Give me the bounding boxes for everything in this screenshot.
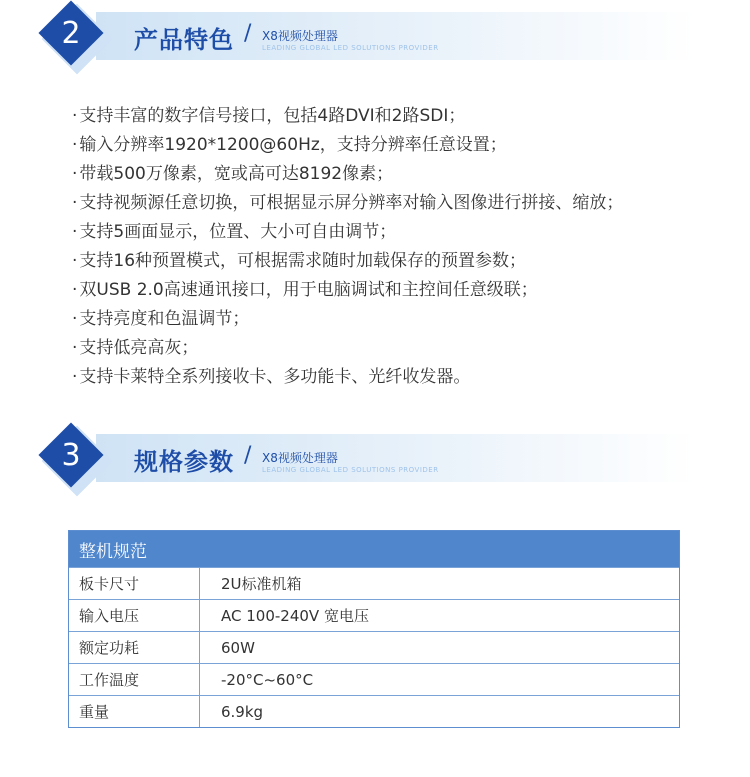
table-row bbox=[69, 567, 679, 599]
section-title: 产品特色 bbox=[134, 26, 234, 54]
section-subtitle-cn: X8视频处理器 bbox=[262, 29, 338, 43]
section-header-features bbox=[0, 0, 750, 80]
section-title: 规格参数 bbox=[134, 448, 234, 476]
section-subtitle-en: LEADING GLOBAL LED SOLUTIONS PROVIDER bbox=[262, 44, 439, 52]
table-row bbox=[69, 663, 679, 695]
feature-item: · 支持低亮高灰； bbox=[72, 334, 623, 363]
spec-value: 2U标准机箱 bbox=[221, 575, 302, 593]
table-row bbox=[69, 631, 679, 663]
feature-item: · 支持16种预置模式，可根据需求随时加载保存的预置参数； bbox=[72, 247, 623, 276]
section-number: 2 bbox=[61, 15, 81, 51]
table-row bbox=[69, 695, 679, 727]
spec-value: AC 100-240V 宽电压 bbox=[221, 607, 369, 625]
feature-item: · 支持卡莱特全系列接收卡、多功能卡、光纤收发器。 bbox=[72, 363, 623, 392]
spec-key: 工作温度 bbox=[69, 664, 200, 695]
feature-item: · 带载500万像素，宽或高可达8192像素； bbox=[72, 160, 623, 189]
feature-item: · 输入分辨率1920*1200@60Hz，支持分辨率任意设置； bbox=[72, 131, 623, 160]
table-row bbox=[69, 599, 679, 631]
feature-item: · 支持亮度和色温调节； bbox=[72, 305, 623, 334]
feature-item: · 双USB 2.0高速通讯接口，用于电脑调试和主控间任意级联； bbox=[72, 276, 623, 305]
section-number: 3 bbox=[61, 437, 81, 473]
feature-item: · 支持视频源任意切换，可根据显示屏分辨率对输入图像进行拼接、缩放； bbox=[72, 189, 623, 218]
section-subtitle-cn: X8视频处理器 bbox=[262, 451, 338, 465]
spec-value: -20°C~60°C bbox=[221, 670, 314, 689]
feature-item: · 支持丰富的数字信号接口，包括4路DVI和2路SDI； bbox=[72, 102, 623, 131]
feature-list bbox=[72, 102, 623, 392]
spec-value: 6.9kg bbox=[221, 702, 264, 721]
spec-table bbox=[68, 530, 680, 728]
feature-item: · 支持5画面显示，位置、大小可自由调节； bbox=[72, 218, 623, 247]
spec-value: 60W bbox=[221, 638, 255, 657]
spec-key: 重量 bbox=[69, 696, 200, 727]
title-separator: / bbox=[244, 21, 252, 46]
spec-key: 输入电压 bbox=[69, 600, 200, 631]
spec-key: 额定功耗 bbox=[69, 632, 200, 663]
spec-table-header: 整机规范 bbox=[69, 531, 679, 567]
spec-key: 板卡尺寸 bbox=[69, 568, 200, 599]
section-subtitle-en: LEADING GLOBAL LED SOLUTIONS PROVIDER bbox=[262, 466, 439, 474]
title-separator: / bbox=[244, 443, 252, 468]
section-header-specs bbox=[0, 422, 750, 502]
